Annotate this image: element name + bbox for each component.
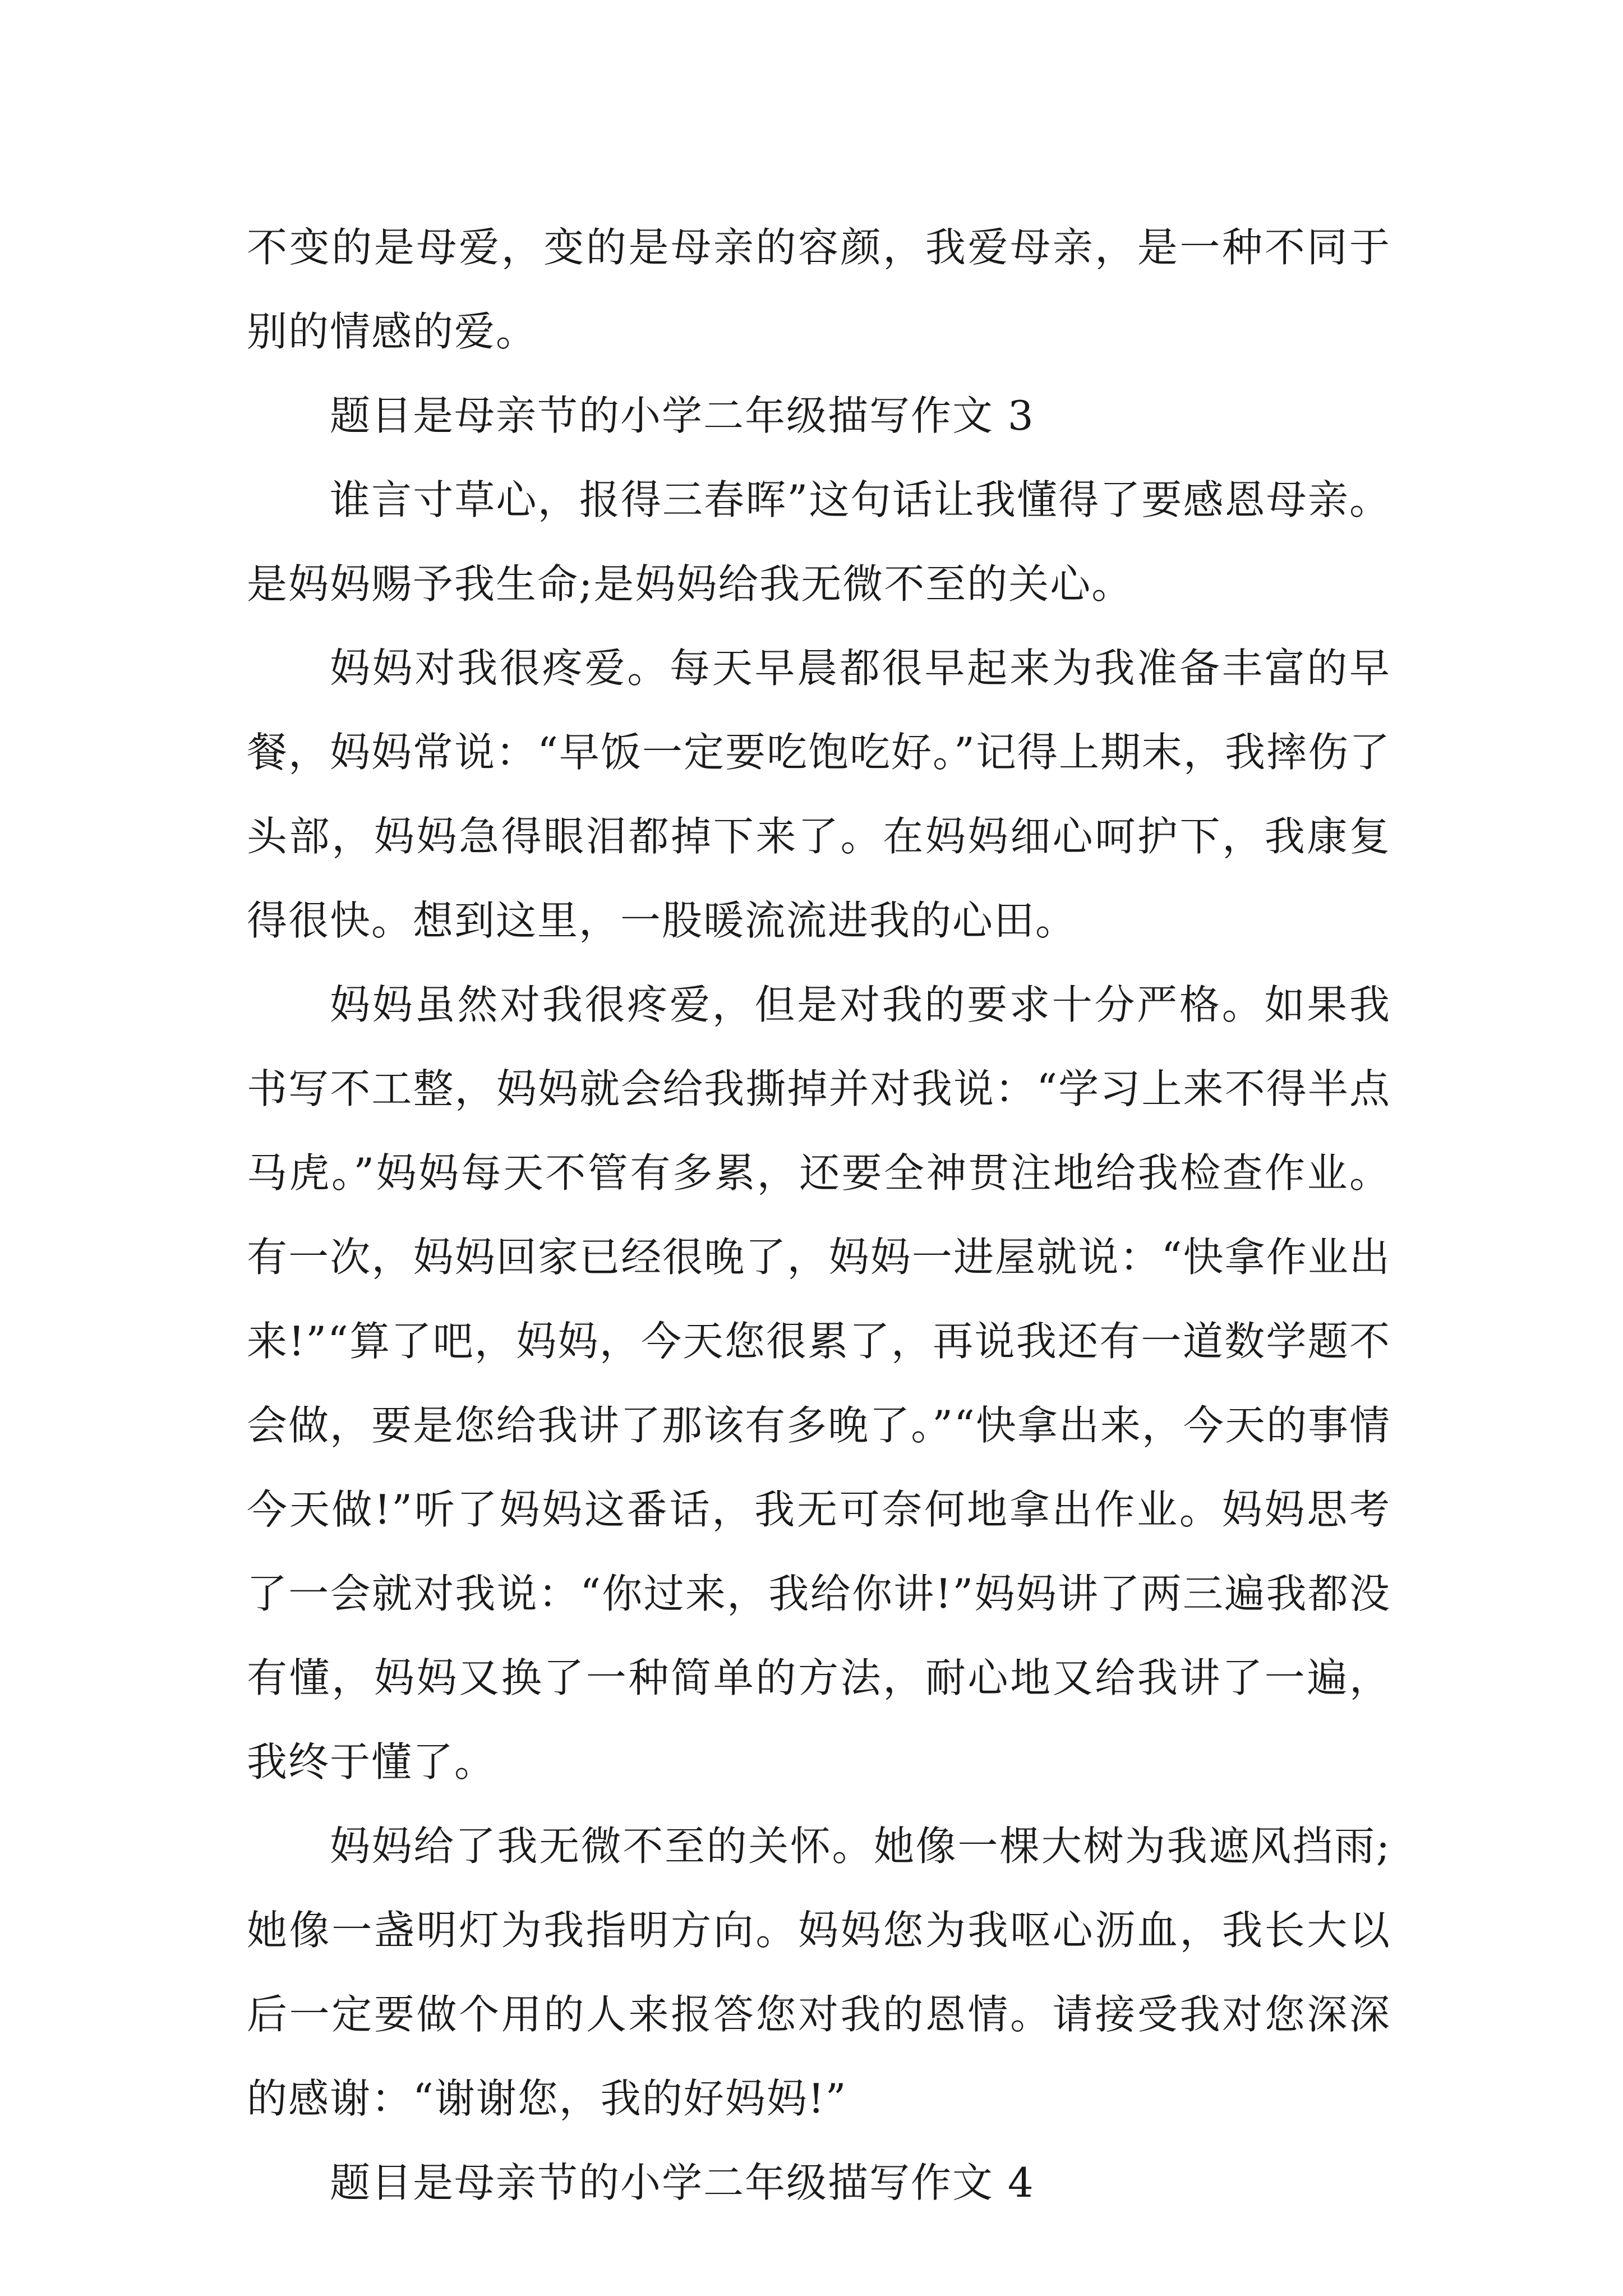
paragraph-intro-ending: 不变的是母爱，变的是母亲的容颜，我爱母亲，是一种不同于别的情感的爱。 xyxy=(247,224,1391,355)
essay-heading-4: 题目是母亲节的小学二年级描写作文 4 xyxy=(330,2159,1035,2206)
paragraph-care: 妈妈对我很疼爱。每天早晨都很早起来为我准备丰富的早餐，妈妈常说：“早饭一定要吃饱吃好。”记得上期末，我摔伤了头部，妈妈急得眼泪都掉下来了。在妈妈细心呵护下，我康复得很快。想到这里，一股暖流流进我的心田。 xyxy=(247,645,1391,944)
paragraph-thanks: 妈妈给了我无微不至的关怀。她像一棵大树为我遮风挡雨;她像一盏明灯为我指明方向。妈妈您为我呕心沥血，我长大以后一定要做个用的人来报答您对我的恩情。请接受我对您深深的感谢：“谢谢您，我的好妈妈!” xyxy=(247,1823,1391,2122)
document-body xyxy=(247,205,1391,2225)
paragraph-gratitude: 谁言寸草心，报得三春晖”这句话让我懂得了要感恩母亲。是妈妈赐予我生命;是妈妈给我无微不至的关心。 xyxy=(247,476,1391,608)
essay-heading-3: 题目是母亲节的小学二年级描写作文 3 xyxy=(330,392,1035,439)
paragraph-strictness: 妈妈虽然对我很疼爱，但是对我的要求十分严格。如果我书写不工整，妈妈就会给我撕掉并对我说：“学习上来不得半点马虎。”妈妈每天不管有多累，还要全神贯注地给我检查作业。有一次，妈妈回家已经很晚了，妈妈一进屋就说：“快拿作业出来!”“算了吧，妈妈，今天您很累了，再说我还有一道数学题不会做，要是您给我讲了那该有多晚了。”“快拿出来，今天的事情今天做!”听了妈妈这番话，我无可奈何地拿出作业。妈妈思考了一会就对我说：“你过来，我给你讲!”妈妈讲了两三遍我都没有懂，妈妈又换了一种简单的方法，耐心地又给我讲了一遍，我终于懂了。 xyxy=(247,981,1391,1786)
